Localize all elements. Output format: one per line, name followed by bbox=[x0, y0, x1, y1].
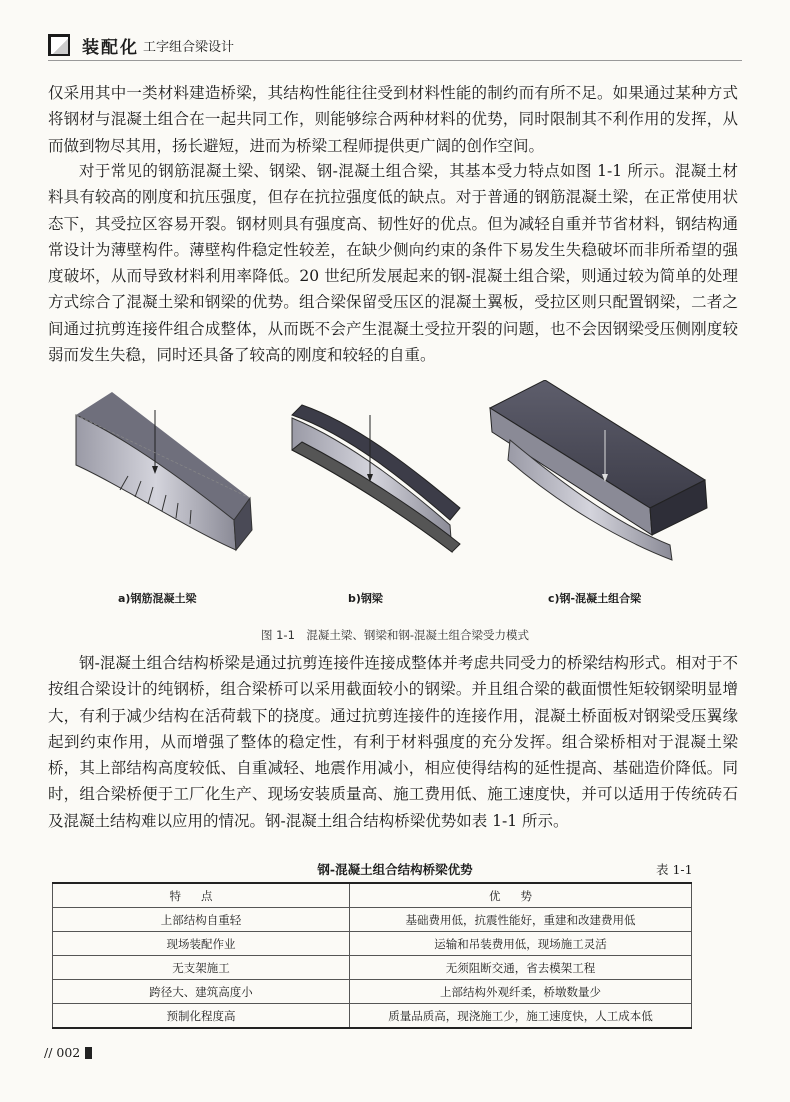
header-subtitle: 工字组合梁设计 bbox=[143, 39, 235, 55]
header-corner-mark bbox=[48, 34, 70, 56]
table-row bbox=[53, 980, 692, 1004]
header-brand: 装配化 bbox=[82, 37, 139, 58]
table-row bbox=[53, 1004, 692, 1029]
paragraph-1: 仅采用其中一类材料建造桥梁，其结构性能往往受到材料性能的制约而有所不足。如果通过某种方式将钢材与混凝土组合在一起共同工作，则能够综合两种材料的优势，同时限制其不利作用的发挥，从而做到物尽其用，扬长避短，进而为桥梁工程师提供更广阔的创作空间。 bbox=[48, 84, 738, 155]
feature-cell: 现场装配作业 bbox=[53, 932, 350, 956]
figure-title: 图 1-1 混凝土梁、钢梁和钢-混凝土组合梁受力模式 bbox=[260, 628, 530, 642]
figure-label-c: c)钢-混凝土组合梁 bbox=[548, 592, 642, 605]
header-rule bbox=[48, 60, 742, 61]
table-row bbox=[53, 932, 692, 956]
feature-cell: 跨径大、建筑高度小 bbox=[53, 980, 350, 1004]
advantage-cell: 基础费用低，抗震性能好，重建和改建费用低 bbox=[350, 908, 692, 932]
feature-cell: 预制化程度高 bbox=[53, 1004, 350, 1029]
paragraph-3: 钢-混凝土组合结构桥梁是通过抗剪连接件连接成整体并考虑共同受力的桥梁结构形式。相对于不按组合梁设计的纯钢桥，组合梁桥可以采用截面较小的钢梁。并且组合梁的截面惯性矩较钢梁明显增大，有利于减少结构在活荷载下的挠度。通过抗剪连接件的连接作用，混凝土桥面板对钢梁受压翼缘起到约束作用，从而增强了整体的稳定性，有利于材料强度的充分发挥。组合梁桥相对于混凝土梁桥，其上部结构高度较低、自重减轻、地震作用减小，相应使得结构的延性提高、基础造价降低。同时，组合梁桥便于工厂化生产、现场安装质量高、施工费用低、施工速度快，并可以适用于传统砖石及混凝土结构难以应用的情况。钢-混凝土组合结构桥梁优势如表 1-1 所示。 bbox=[48, 654, 738, 830]
table-row bbox=[53, 956, 692, 980]
advantages-table bbox=[52, 882, 692, 1029]
footer-marker bbox=[85, 1047, 92, 1059]
feature-cell: 无支架施工 bbox=[53, 956, 350, 980]
figure-label-b: b)钢梁 bbox=[348, 592, 383, 605]
advantage-cell: 运输和吊装费用低，现场施工灵活 bbox=[350, 932, 692, 956]
page-header bbox=[48, 30, 234, 60]
page-number: // 002 bbox=[44, 1045, 81, 1060]
page-footer bbox=[44, 1045, 92, 1060]
paragraph-2: 对于常见的钢筋混凝土梁、钢梁、钢-混凝土组合梁，其基本受力特点如图 1-1 所示。混凝土材料具有较高的刚度和抗压强度，但存在抗拉强度低的缺点。对于普通的钢筋混凝土梁，在正常使用状态下，其受拉区容易开裂。钢材则具有强度高、韧性好的优点。但为减轻自重并节省材料，钢结构通常设计为薄壁构件。薄壁构件稳定性较差，在缺少侧向约束的条件下易发生失稳破坏而非所希望的强度破坏，从而导致材料利用率降低。20 世纪所发展起来的钢-混凝土组合梁，则通过较为简单的处理方式综合了混凝土梁和钢梁的优势。组合梁保留受压区的混凝土翼板，受拉区则只配置钢梁，二者之间通过抗剪连接件组合成整体，从而既不会产生混凝土受拉开裂的问题，也不会因钢梁受压侧刚度较弱而发生失稳，同时还具备了较高的刚度和较轻的自重。 bbox=[48, 162, 739, 365]
beam-a-concrete bbox=[76, 392, 252, 550]
table-header-row bbox=[53, 883, 692, 908]
advantage-cell: 无须阻断交通，省去模架工程 bbox=[350, 956, 692, 980]
feature-cell: 上部结构自重轻 bbox=[53, 908, 350, 932]
figure-label-a: a)钢筋混凝土梁 bbox=[118, 592, 197, 605]
beam-c-composite bbox=[490, 380, 707, 560]
header-cell-advantages: 优势 bbox=[350, 883, 692, 908]
beam-b-steel bbox=[292, 405, 460, 552]
advantage-cell: 质量品质高，现浇施工少，施工速度快，人工成本低 bbox=[350, 1004, 692, 1029]
table-title: 钢-混凝土组合结构桥梁优势 bbox=[317, 862, 473, 877]
advantage-cell: 上部结构外观纤柔，桥墩数量少 bbox=[350, 980, 692, 1004]
table-number: 表 1-1 bbox=[656, 862, 693, 877]
header-cell-features: 特点 bbox=[53, 883, 350, 908]
figure-beams bbox=[40, 380, 750, 605]
table-row bbox=[53, 908, 692, 932]
